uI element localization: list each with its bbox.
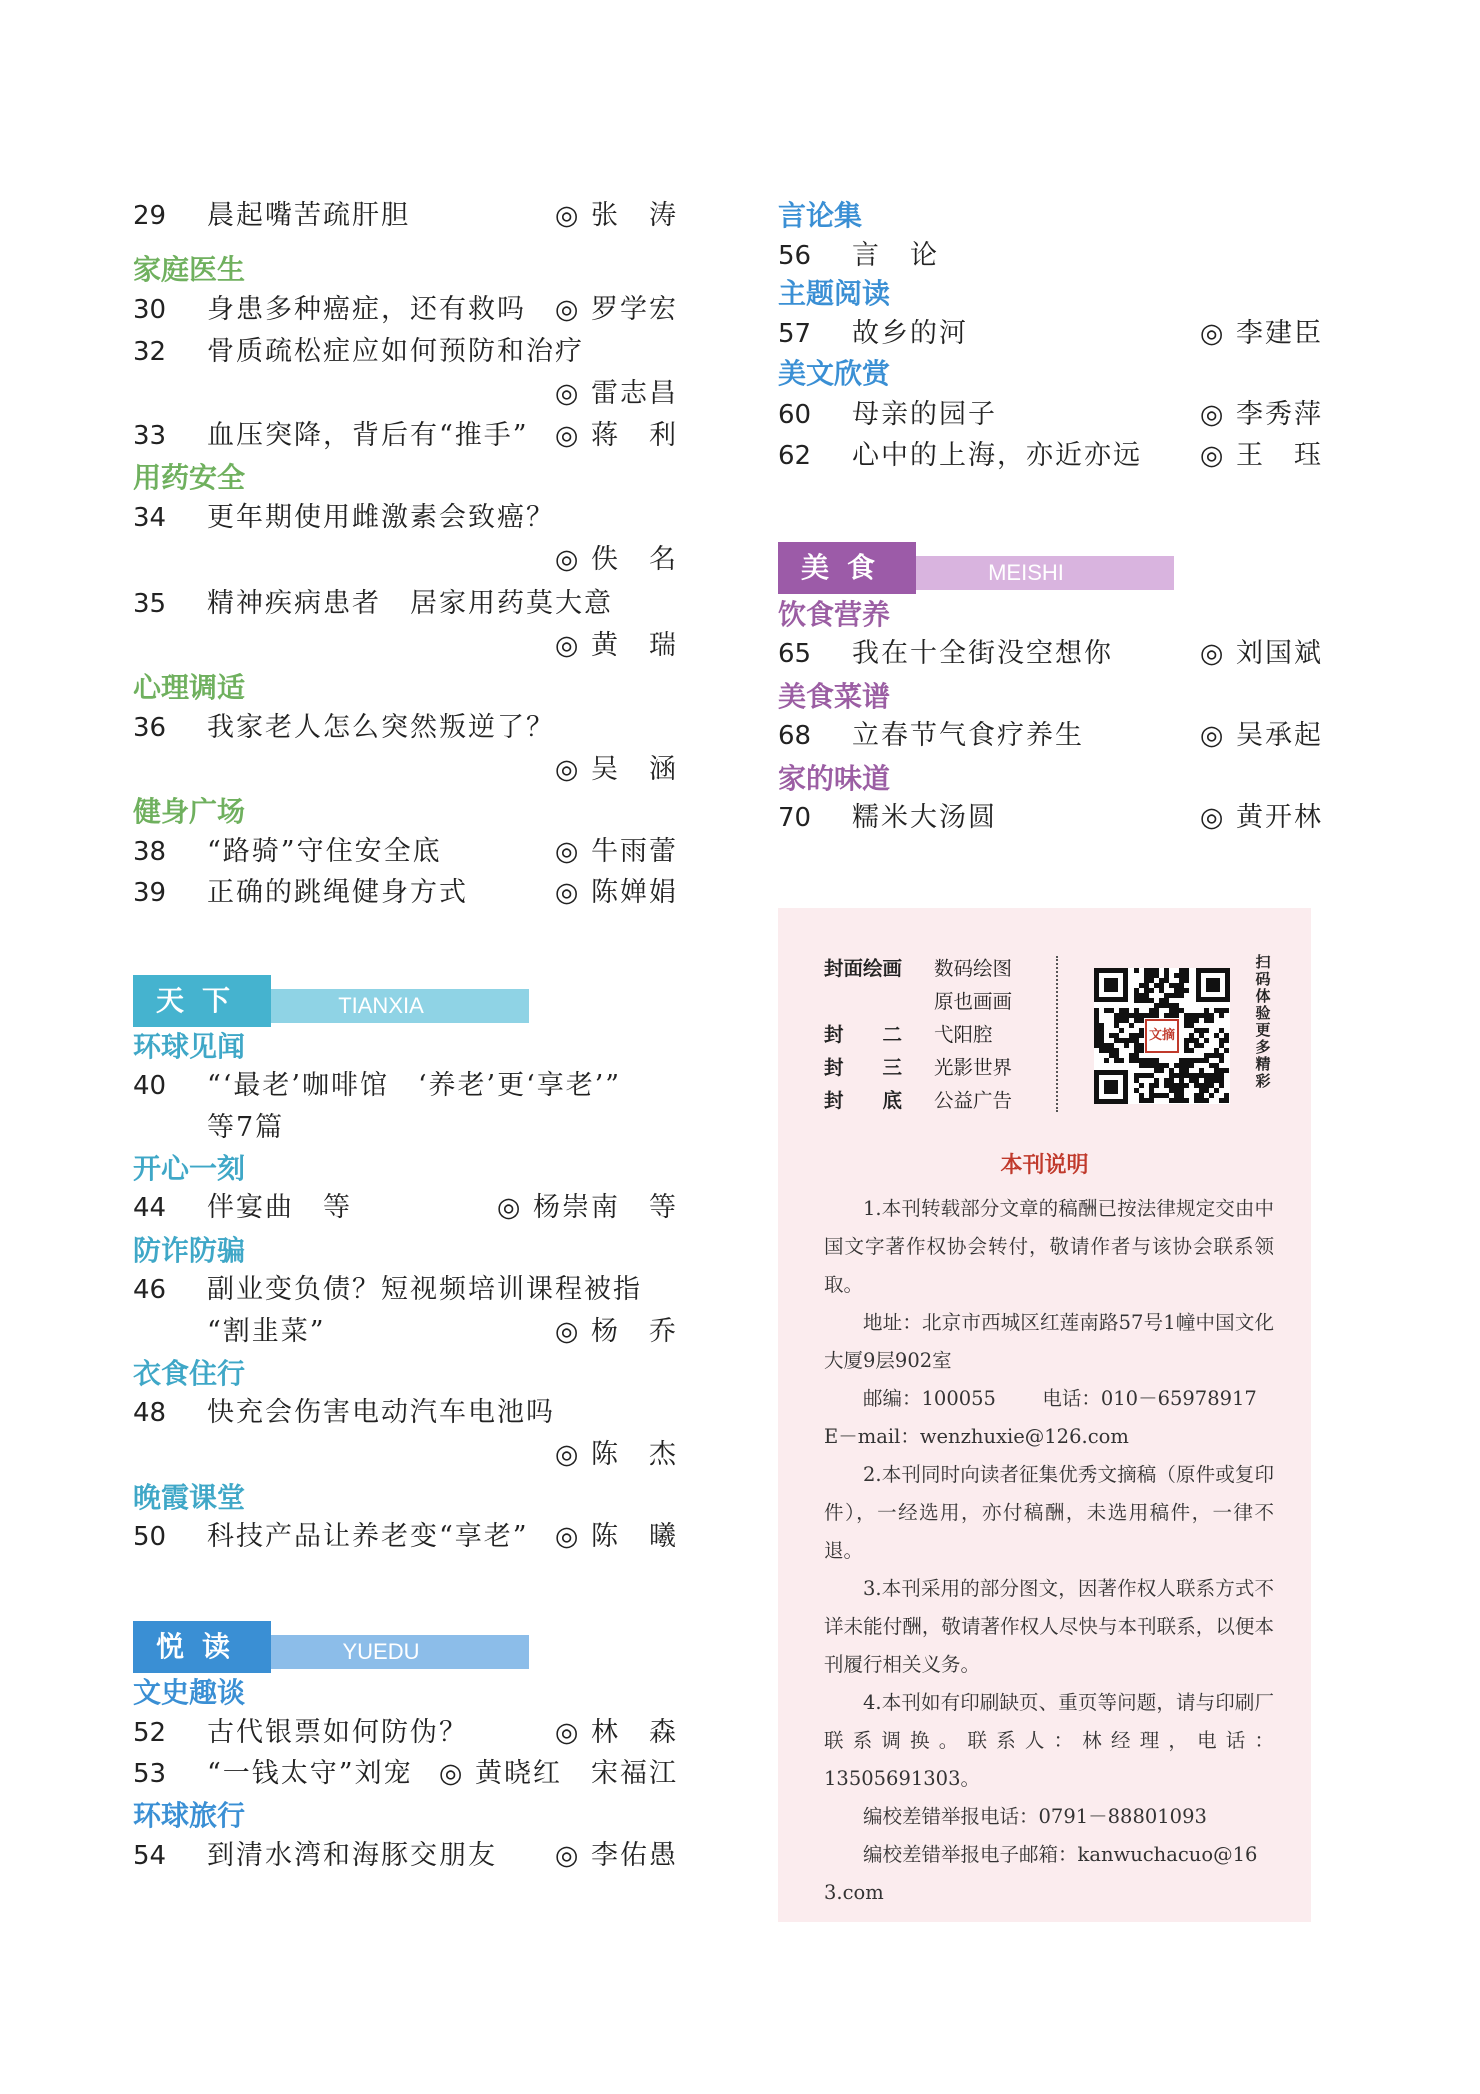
- banner-english-label: TIANXIA: [233, 989, 529, 1023]
- entry-author: ◎ 张 涛: [554, 200, 678, 231]
- page-number: 57: [778, 319, 812, 349]
- entry-author: ◎ 杨 乔: [554, 1316, 678, 1347]
- page-number: 48: [133, 1398, 167, 1428]
- entry-author: ◎ 林 森: [554, 1717, 678, 1748]
- entry-author: ◎ 佚 名: [554, 544, 678, 575]
- entry-title: “一钱太守”刘宠: [207, 1758, 413, 1789]
- page-number: 65: [778, 639, 812, 669]
- category-heading: 环球见闻: [133, 1030, 246, 1063]
- page-number: 29: [133, 201, 167, 231]
- banner-english-label: YUEDU: [233, 1635, 529, 1669]
- page-number: 70: [778, 803, 812, 833]
- entry-title: 我在十全街没空想你: [852, 638, 1113, 669]
- credit-row: [824, 1051, 1084, 1084]
- category-heading: 家的味道: [778, 762, 891, 795]
- qr-code[interactable]: [1094, 968, 1230, 1104]
- toc-entry[interactable]: [133, 708, 678, 790]
- section-banner-meishi: [778, 542, 1174, 594]
- page-number: 50: [133, 1522, 167, 1552]
- credit-row: [824, 985, 1084, 1018]
- page-number: 56: [778, 241, 812, 271]
- entry-author: ◎ 李佑愚: [554, 1840, 678, 1871]
- category-heading: 健身广场: [133, 795, 246, 828]
- entry-author: ◎ 王 珏: [1199, 440, 1323, 471]
- page-number: 34: [133, 503, 167, 533]
- entry-title: 伴宴曲 等: [207, 1192, 352, 1223]
- entry-title: 骨质疏松症应如何预防和治疗: [207, 336, 584, 367]
- left-column: [133, 0, 678, 2094]
- category-heading: 家庭医生: [133, 253, 246, 286]
- category-heading: 主题阅读: [778, 277, 891, 310]
- credit-row: [824, 1084, 1084, 1117]
- page-number: 40: [133, 1071, 167, 1101]
- entry-title: 糯米大汤圆: [852, 802, 997, 833]
- entry-author: ◎ 牛雨蕾: [554, 836, 678, 867]
- credit-value: 数码绘图: [934, 957, 1013, 980]
- toc-entry[interactable]: [133, 416, 678, 456]
- page-number: 60: [778, 400, 812, 430]
- credit-row: [824, 952, 1084, 985]
- toc-entry[interactable]: [778, 395, 1323, 435]
- category-heading: 言论集: [778, 199, 863, 232]
- entry-author: ◎ 李秀萍: [1199, 399, 1323, 430]
- page-number: 39: [133, 878, 167, 908]
- section-banner-yuedu: [133, 1621, 529, 1673]
- entry-title: 言 论: [852, 240, 939, 271]
- entry-author: ◎ 陈 曦: [554, 1521, 678, 1552]
- entry-title: 故乡的河: [852, 318, 968, 349]
- page-number: 33: [133, 421, 167, 451]
- toc-entry[interactable]: [778, 236, 1323, 276]
- entry-title: 心中的上海，亦近亦远: [852, 440, 1142, 471]
- toc-entry[interactable]: [133, 1713, 678, 1753]
- entry-title-line2: “割韭菜”: [207, 1316, 326, 1347]
- page-number: 54: [133, 1841, 167, 1871]
- cover-credits: [824, 952, 1084, 1117]
- entry-title: 我家老人怎么突然叛逆了？: [207, 712, 555, 743]
- page-number: 32: [133, 337, 167, 367]
- credit-value: 弋阳腔: [934, 1023, 993, 1046]
- page-number: 44: [133, 1193, 167, 1223]
- entry-title: “路骑”守住安全底: [207, 836, 442, 867]
- credit-value: 公益广告: [934, 1089, 1013, 1112]
- entry-title: 科技产品让养老变“享老”: [207, 1521, 529, 1552]
- category-heading: 防诈防骗: [133, 1234, 246, 1267]
- toc-entry[interactable]: [133, 290, 678, 330]
- category-heading: 美食菜谱: [778, 680, 891, 713]
- category-heading: 美文欣赏: [778, 357, 891, 390]
- category-heading: 用药安全: [133, 461, 246, 494]
- page-number: 46: [133, 1275, 167, 1305]
- notes-postcode: 邮编：100055: [863, 1387, 996, 1410]
- credit-key: 封 二: [824, 1023, 903, 1046]
- entry-title: 晨起嘴苦疏肝胆: [207, 200, 410, 231]
- credit-key: 封面绘画: [824, 957, 903, 980]
- notes-paragraph: 1.本刊转载部分文章的稿酬已按法律规定交由中国文字著作权协会转付，敬请作者与该协会联系领取。: [824, 1197, 1274, 1296]
- toc-entry[interactable]: [778, 634, 1323, 674]
- entry-author: ◎ 杨崇南 等: [496, 1192, 678, 1223]
- page-number: 36: [133, 713, 167, 743]
- category-heading: 开心一刻: [133, 1152, 246, 1185]
- notes-paragraph: 地址：北京市西城区红莲南路57号1幢中国文化大厦9层902室: [824, 1311, 1274, 1372]
- entry-title: 母亲的园子: [852, 399, 997, 430]
- entry-title: 精神疾病患者 居家用药莫大意: [207, 588, 613, 619]
- category-heading: 饮食营养: [778, 598, 891, 631]
- credit-row: [824, 1018, 1084, 1051]
- entry-author: ◎ 陈 杰: [554, 1439, 678, 1470]
- notes-postcode-line: [824, 1380, 1274, 1418]
- entry-author: ◎ 罗学宏: [554, 294, 678, 325]
- banner-english-label: MEISHI: [878, 556, 1174, 590]
- entry-title: 立春节气食疗养生: [852, 720, 1084, 751]
- toc-entry[interactable]: [133, 1754, 678, 1794]
- credits-divider: [1056, 956, 1058, 1112]
- entry-author: ◎ 雷志昌: [554, 378, 678, 409]
- toc-entry[interactable]: [133, 1836, 678, 1876]
- category-heading: 文史趣谈: [133, 1676, 246, 1709]
- entry-title: 到清水湾和海豚交朋友: [207, 1840, 497, 1871]
- entry-title: 古代银票如何防伪？: [207, 1717, 468, 1748]
- toc-entry[interactable]: [133, 1188, 678, 1228]
- page-number: 53: [133, 1759, 167, 1789]
- section-banner-tianxia: [133, 975, 529, 1027]
- credit-value: 原也画画: [934, 990, 1013, 1013]
- toc-entry[interactable]: [133, 1393, 678, 1475]
- category-heading: 晚霞课堂: [133, 1481, 246, 1514]
- toc-entry[interactable]: [133, 1517, 678, 1557]
- notes-paragraph: 3.本刊采用的部分图文，因著作权人联系方式不详未能付酬，敬请著作权人尽快与本刊联系，以便本刊履行相关义务。: [824, 1577, 1274, 1676]
- entry-author: ◎ 蒋 利: [554, 420, 678, 451]
- entry-title-line2: 等7篇: [207, 1112, 285, 1143]
- entry-author: ◎ 黄 瑞: [554, 630, 678, 661]
- toc-entry[interactable]: [778, 798, 1323, 838]
- toc-entry[interactable]: [778, 314, 1323, 354]
- notes-paragraph: 2.本刊同时向读者征集优秀文摘稿（原件或复印件），一经选用，亦付稿酬，未选用稿件，一律不退。: [824, 1463, 1274, 1562]
- entry-author: ◎ 李建臣: [1199, 318, 1323, 349]
- toc-entry[interactable]: [133, 1066, 678, 1150]
- page-number: 38: [133, 837, 167, 867]
- entry-author: ◎ 陈婵娟: [554, 877, 678, 908]
- notes-report-email: 编校差错举报电子邮箱：kanwuchacuo@163.com: [824, 1843, 1258, 1904]
- category-heading: 衣食住行: [133, 1357, 246, 1390]
- toc-entry[interactable]: [778, 436, 1323, 476]
- page-number: 35: [133, 589, 167, 619]
- toc-entry[interactable]: [133, 832, 678, 872]
- toc-entry[interactable]: [133, 332, 678, 414]
- notes-phone: 电话：010－65978917: [1042, 1387, 1257, 1410]
- category-heading: 环球旅行: [133, 1799, 246, 1832]
- toc-entry[interactable]: [778, 716, 1323, 756]
- page-number: 62: [778, 441, 812, 471]
- page-number: 52: [133, 1718, 167, 1748]
- entry-author: ◎ 刘国斌: [1199, 638, 1323, 669]
- entry-author: ◎ 吴承起: [1199, 720, 1323, 751]
- entry-title: 正确的跳绳健身方式: [207, 877, 468, 908]
- entry-title: 副业变负债？短视频培训课程被指: [207, 1274, 642, 1305]
- toc-entry[interactable]: [133, 196, 678, 236]
- notes-title: 本刊说明: [1000, 1153, 1089, 1178]
- entry-title: 更年期使用雌激素会致癌？: [207, 502, 555, 533]
- qr-caption: 扫码体验更多精彩: [1255, 953, 1271, 1090]
- credit-key: 封 底: [824, 1089, 903, 1112]
- notes-email: E－mail：wenzhuxie@126.com: [824, 1425, 1129, 1448]
- entry-title: “‘最老’咖啡馆 ‘养老’更‘享老’”: [207, 1070, 622, 1101]
- toc-entry[interactable]: [133, 584, 678, 666]
- notes-paragraph: 4.本刊如有印刷缺页、重页等问题，请与印刷厂联系调换。联系人：林经理，电话：13505691303。: [824, 1691, 1274, 1790]
- entry-author: ◎ 黄晓红 宋福江: [438, 1758, 678, 1789]
- toc-entry[interactable]: [133, 498, 678, 580]
- entry-title: 身患多种癌症，还有救吗: [207, 294, 526, 325]
- page-number: 30: [133, 295, 167, 325]
- entry-author: ◎ 吴 涵: [554, 754, 678, 785]
- toc-entry[interactable]: [133, 873, 678, 913]
- credit-key: 封 三: [824, 1056, 903, 1079]
- banner-chinese-label: 美食: [778, 542, 916, 594]
- banner-chinese-label: 悦读: [133, 1621, 271, 1673]
- notes-box: [778, 908, 1311, 1922]
- toc-entry[interactable]: [133, 1270, 678, 1352]
- page-number: 68: [778, 721, 812, 751]
- qr-logo: 文摘: [1148, 1028, 1175, 1043]
- entry-title: 快充会伤害电动汽车电池吗: [207, 1397, 555, 1428]
- banner-chinese-label: 天下: [133, 975, 271, 1027]
- notes-body: [824, 1190, 1274, 1912]
- category-heading: 心理调适: [133, 671, 246, 704]
- right-column: [778, 0, 1323, 900]
- entry-title: 血压突降，背后有“推手”: [207, 420, 529, 451]
- credit-value: 光影世界: [934, 1056, 1013, 1079]
- entry-author: ◎ 黄开林: [1199, 802, 1323, 833]
- notes-report-phone: 编校差错举报电话：0791－88801093: [863, 1805, 1207, 1828]
